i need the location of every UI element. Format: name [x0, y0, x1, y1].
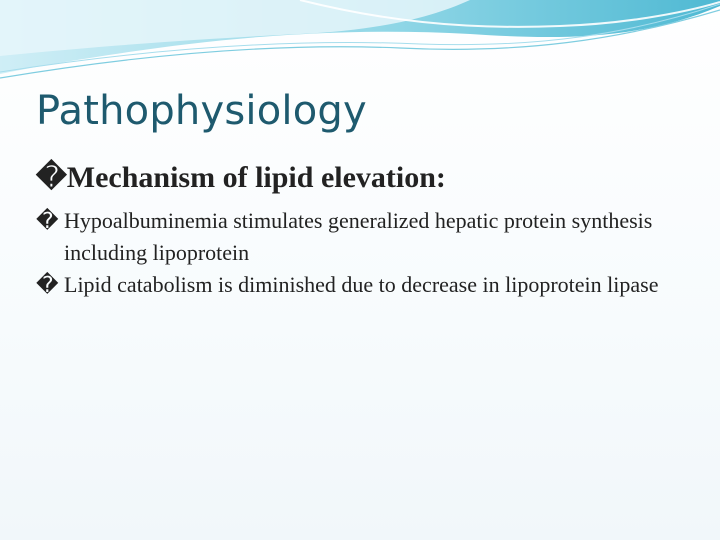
list-item-text: Lipid catabolism is diminished due to decrease in lipoprotein lipase	[64, 272, 659, 297]
decorative-wave-banner	[0, 0, 720, 90]
list-item	[36, 269, 686, 301]
list-item	[36, 205, 686, 269]
bullet-icon: �	[36, 208, 59, 233]
heading-text: Mechanism of lipid elevation:	[66, 161, 446, 194]
slide-title: Pathophysiology	[36, 88, 367, 134]
bullet-icon: �	[36, 161, 67, 194]
list-item-text: Hypoalbuminemia stimulates generalized hepatic protein synthesis including lipoprotein	[64, 208, 653, 265]
bullet-icon: �	[36, 272, 59, 297]
heading-bullet-item	[36, 160, 446, 195]
sub-bullet-list	[36, 205, 686, 301]
